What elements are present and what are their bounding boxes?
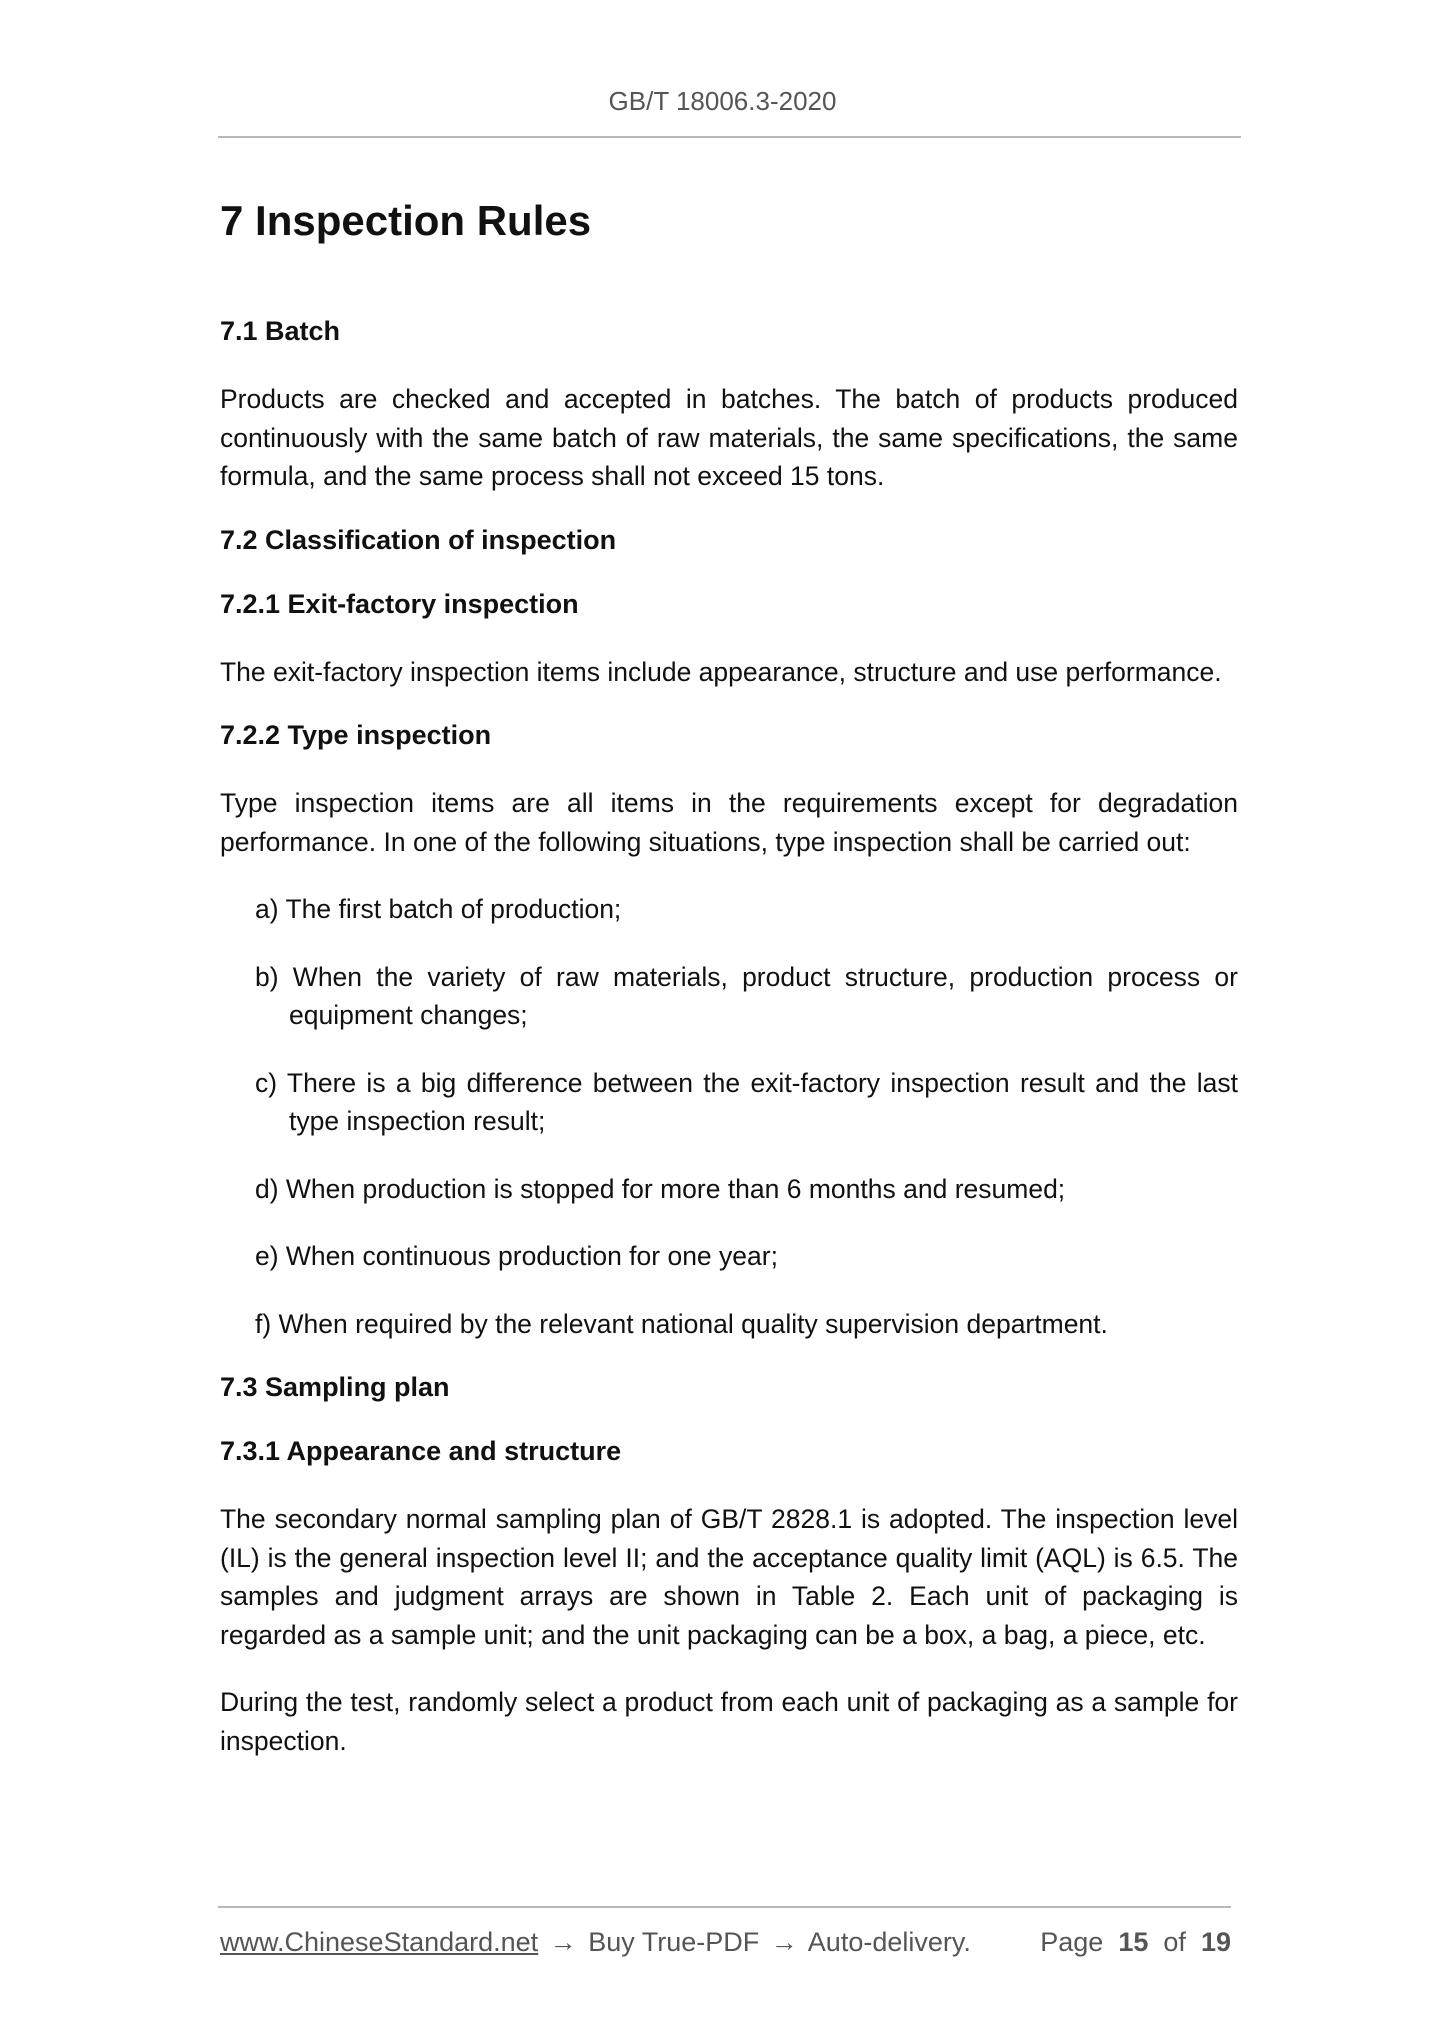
list-item [220,1064,1238,1141]
heading-7-3: 7.3 Sampling plan [220,1372,450,1402]
heading-7-2-2: 7.2.2 Type inspection [220,720,492,750]
paragraph-sampling-plan: The secondary normal sampling plan of GB/T 2828.1 is adopted. The inspection level (IL) is the general inspection level II; and the acceptance quality limit (AQL) is 6.5. The samples and judgment arrays are shown in Table 2. Each unit of packaging is regarded as a sample unit; and the unit packaging can be a box, a bag, a piece, etc. [220,1504,1238,1650]
page-number [1040,1922,1231,1962]
footer-promo [220,1922,971,1962]
page-current: 15 [1118,1927,1149,1957]
footer-divider [218,1906,1231,1908]
arrow-right-icon: → [770,1927,798,1957]
arrow-right-icon: → [549,1927,577,1957]
page-content [220,186,1238,1789]
paragraph-exit-factory: The exit-factory inspection items include appearance, structure and use performance. [220,656,1222,687]
standard-code-header: GB/T 18006.3-2020 [608,86,837,116]
list-item [220,1305,1238,1344]
list-item-text: a) The first batch of production; [255,894,622,924]
page-label: Page [1040,1927,1104,1957]
section-title: 7 Inspection Rules [220,197,592,244]
paragraph-batch: Products are checked and accepted in batches. The batch of products produced continuously with the same batch of raw materials, the same specifications, the same formula, and the same process shall not exceed 15 tons. [220,384,1238,491]
list-item-text: d) When production is stopped for more than 6 months and resumed; [255,1173,1066,1204]
list-item [220,890,1238,929]
list-item-text: e) When continuous production for one year; [255,1241,778,1271]
list-item [220,1170,1238,1209]
list-item [220,958,1238,1035]
list-item-text: f) When required by the relevant national quality supervision department. [255,1308,1108,1339]
buy-text: Buy True-PDF [588,1927,760,1957]
heading-7-3-1: 7.3.1 Appearance and structure [220,1436,622,1466]
list-item-text: b) When the variety of raw materials, product structure, production process or equipment changes; [255,961,1238,1030]
website-link[interactable]: www.ChineseStandard.net [220,1927,539,1957]
page-total: 19 [1200,1927,1231,1957]
paragraph-sample-selection: During the test, randomly select a product from each unit of packaging as a sample for inspection. [220,1687,1238,1756]
heading-7-2-1: 7.2.1 Exit-factory inspection [220,588,579,619]
header-divider [218,136,1241,138]
page-footer [220,1922,1231,1962]
heading-7-2: 7.2 Classification of inspection [220,524,617,555]
list-item-text: c) There is a big difference between the exit-factory inspection result and the last type inspection result; [255,1067,1238,1136]
paragraph-type-inspection: Type inspection items are all items in the requirements except for degradation performance. In one of the following situations, type inspection shall be carried out: [220,788,1238,857]
of-label: of [1163,1927,1186,1957]
delivery-text: Auto-delivery. [807,1927,971,1957]
list-item [220,1237,1238,1276]
heading-7-1: 7.1 Batch [220,316,341,346]
